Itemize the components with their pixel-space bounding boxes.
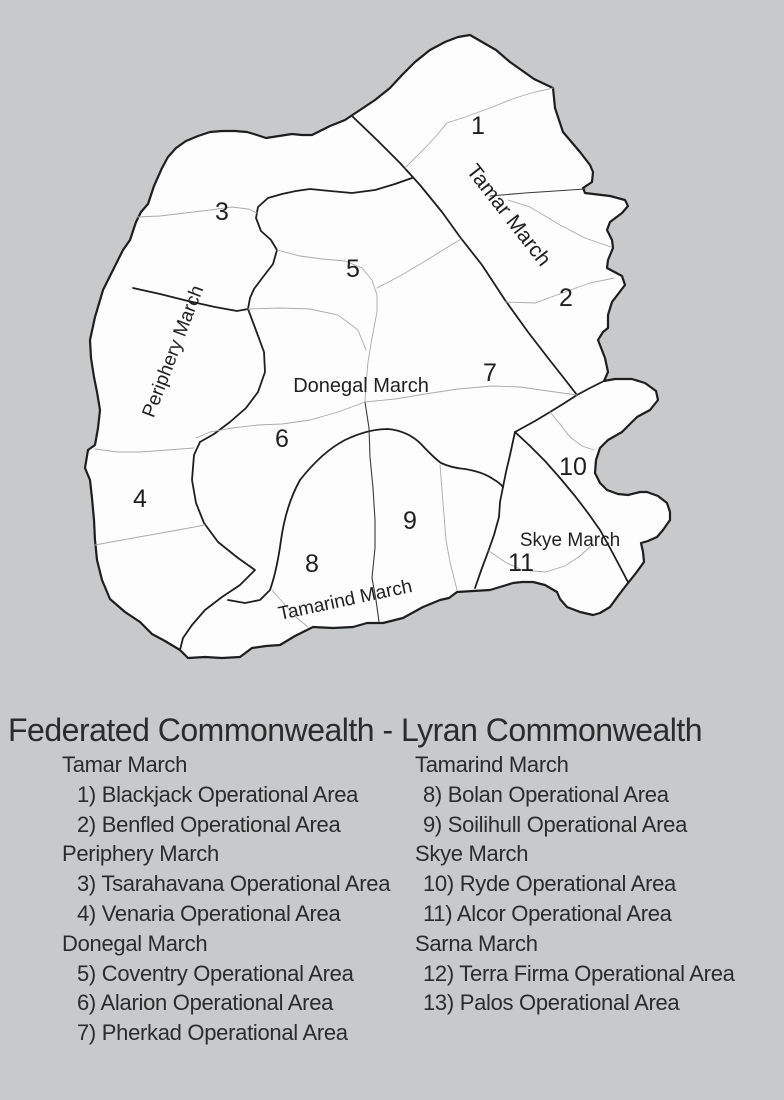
area-number-2: 2 xyxy=(559,284,573,312)
legend-area-coventry: 5) Coventry Operational Area xyxy=(77,960,354,986)
legend-area-bolan: 8) Bolan Operational Area xyxy=(423,781,669,807)
map-label-donegal-march: Donegal March xyxy=(293,375,429,397)
legend-march-skye: Skye March xyxy=(415,841,529,867)
map-title: Federated Commonwealth - Lyran Commonwealth xyxy=(8,712,703,748)
legend-march-donegal: Donegal March xyxy=(62,930,208,956)
area-number-7: 7 xyxy=(483,359,497,387)
area-number-9: 9 xyxy=(403,507,417,535)
area-number-10: 10 xyxy=(559,453,587,481)
map-label-tamar-march: Tamar March xyxy=(461,159,556,271)
area-number-8: 8 xyxy=(305,550,319,578)
legend-area-alarion: 6) Alarion Operational Area xyxy=(77,990,334,1016)
area-number-1: 1 xyxy=(471,112,485,140)
legend-area-ryde: 10) Ryde Operational Area xyxy=(423,871,676,897)
legend-area-tsarahavana: 3) Tsarahavana Operational Area xyxy=(77,871,391,897)
legend-area-terra-firma: 12) Terra Firma Operational Area xyxy=(423,960,735,986)
legend-area-soilihull: 9) Soilihull Operational Area xyxy=(423,811,688,837)
map-label-skye-march: Skye March xyxy=(519,530,621,551)
legend-march-tamarind: Tamarind March xyxy=(415,752,569,777)
area-number-4: 4 xyxy=(133,485,147,513)
legend-area-pherkad: 7) Pherkad Operational Area xyxy=(77,1020,348,1046)
legend-area-blackjack: 1) Blackjack Operational Area xyxy=(77,781,359,807)
legend-left-column xyxy=(62,750,390,1048)
legend-march-tamar: Tamar March xyxy=(62,752,188,777)
area-number-6: 6 xyxy=(275,425,289,453)
map-label-tamarind-march: Tamarind March xyxy=(276,576,415,625)
legend-area-benfled: 2) Benfled Operational Area xyxy=(77,811,341,837)
legend-march-periphery: Periphery March xyxy=(62,841,219,867)
legend-march-sarna: Sarna March xyxy=(415,930,538,956)
area-number-5: 5 xyxy=(346,255,360,283)
legend-area-venaria: 4) Venaria Operational Area xyxy=(77,900,341,926)
area-number-3: 3 xyxy=(215,198,229,226)
legend-area-alcor: 11) Alcor Operational Area xyxy=(423,900,672,926)
map-label-periphery-march: Periphery March xyxy=(138,282,209,421)
legend-right-column xyxy=(415,750,735,1018)
legend-area-palos: 13) Palos Operational Area xyxy=(423,990,680,1016)
area-number-11: 11 xyxy=(508,549,534,577)
